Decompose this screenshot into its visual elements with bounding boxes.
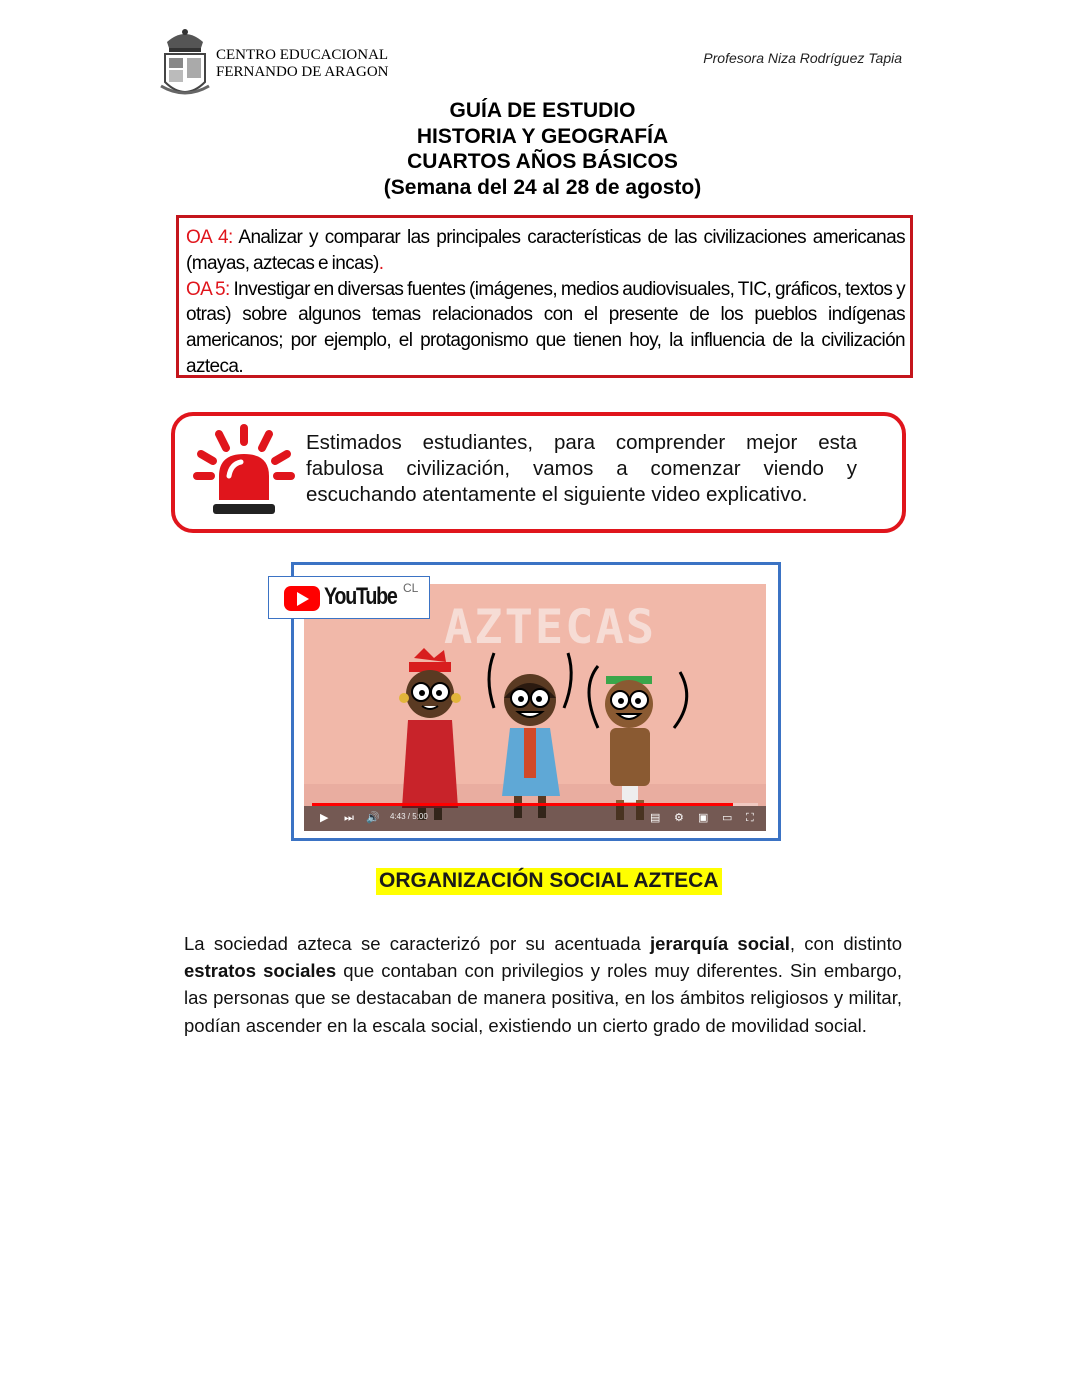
oa4-text: Analizar y comparar las principales características de las civilizaciones americanas (mayas, aztecas e incas) <box>186 227 905 274</box>
miniplayer-icon[interactable]: ▣ <box>698 812 709 824</box>
school-name <box>216 47 389 81</box>
school-crest-icon <box>157 24 213 104</box>
teacher-name: Profesora Niza Rodríguez Tapia <box>703 50 902 66</box>
alert-message <box>306 430 857 508</box>
objectives-text <box>186 225 905 380</box>
youtube-logo-icon <box>284 586 320 611</box>
section-heading: ORGANIZACIÓN SOCIAL AZTECA <box>376 868 722 895</box>
time-display: 4:43 / 5:00 <box>390 812 428 821</box>
body-paragraph <box>184 930 902 1039</box>
progress-bar[interactable] <box>312 803 758 806</box>
para-bold-1: jerarquía social <box>650 933 790 954</box>
video-screen[interactable] <box>304 584 766 831</box>
theater-icon[interactable]: ▭ <box>722 812 733 824</box>
settings-gear-icon[interactable]: ⚙ <box>674 812 684 824</box>
para-text-1: La sociedad azteca se caracterizó por su acentuada <box>184 933 650 954</box>
alert-line-2: fabulosa civilización, vamos a comenzar viendo y <box>306 457 857 480</box>
youtube-badge <box>268 576 430 619</box>
progress-fill <box>312 803 733 806</box>
alert-box <box>171 412 906 533</box>
character-right <box>589 666 687 820</box>
oa5-code: OA 5: <box>186 278 230 300</box>
next-icon[interactable]: ⏭ <box>344 812 354 824</box>
para-bold-2: estratos sociales <box>184 960 337 982</box>
title-line-1: GUÍA DE ESTUDIO <box>449 99 636 122</box>
title-line-4: (Semana del 24 al 28 de agosto) <box>383 175 702 199</box>
alert-line-3: escuchando atentamente el siguiente video explicativo. <box>306 483 808 506</box>
subtitles-icon[interactable]: ▤ <box>650 812 661 824</box>
title-line-2: HISTORIA Y GEOGRAFÍA <box>416 124 669 148</box>
volume-icon[interactable]: 🔊 <box>366 812 380 824</box>
school-name-line1: CENTRO EDUCACIONAL <box>216 47 389 63</box>
oa4-end: . <box>378 252 384 274</box>
aztec-characters-illustration <box>384 648 704 828</box>
para-text-3: que contaban con privilegios y roles muy diferentes. Sin embargo, las personas que se destacaban de manera positiva, en los ámbitos religiosos y militar, podían ascender en la escala social, existiendo un cierto grado de movilidad social. <box>184 960 902 1036</box>
oa5-text: Investigar en diversas fuentes (imágenes, medios audiovisuales, TIC, gráficos, textos y otras) sobre algunos temas relacionados con el presente de los pueblos indígenas americanos; por ejemplo, el protagonismo que tienen hoy, la influencia de la civilización azteca. <box>186 278 906 377</box>
oa4-code: OA 4: <box>186 227 233 248</box>
alert-line-1: Estimados estudiantes, para comprender mejor esta <box>306 431 857 454</box>
siren-icon <box>189 420 299 520</box>
video-title: AZTECAS <box>444 600 657 655</box>
play-icon[interactable]: ▶ <box>320 812 329 824</box>
character-left <box>399 648 461 820</box>
document-title <box>0 98 1080 200</box>
fullscreen-icon[interactable]: ⛶ <box>746 812 754 824</box>
video-controls <box>304 806 766 831</box>
title-line-3: CUARTOS AÑOS BÁSICOS <box>407 150 678 173</box>
youtube-wordmark: YouTube <box>324 583 397 610</box>
objectives-box <box>176 215 913 378</box>
para-text-2: , con distinto <box>789 933 902 954</box>
school-name-line2: FERNANDO DE ARAGON <box>216 64 389 80</box>
youtube-region: CL <box>403 581 419 595</box>
character-middle <box>489 653 571 818</box>
